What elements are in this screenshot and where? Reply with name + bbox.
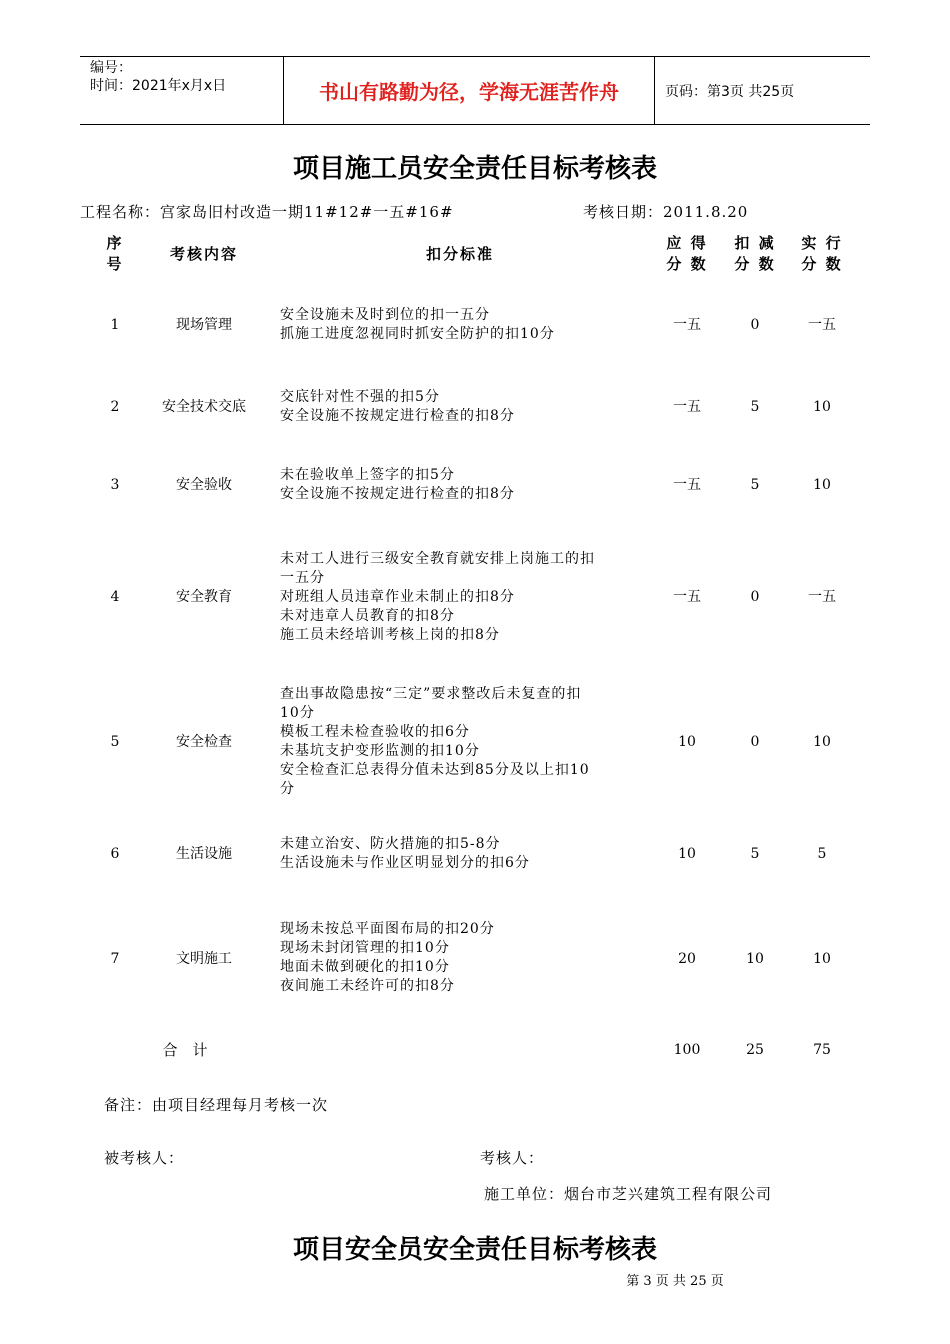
row-item: 生活设施 (176, 846, 232, 862)
row-should-score: 一五 (673, 589, 701, 605)
row-actual-score: 10 (813, 951, 831, 967)
total-actual-score: 75 (813, 1042, 831, 1058)
row-item: 文明施工 (176, 951, 232, 967)
row-actual-score: 10 (813, 399, 831, 415)
total-deduct-score: 25 (746, 1042, 764, 1058)
header-should-score: 应 得 分 数 (666, 234, 708, 273)
row-deduct-score: 0 (750, 317, 760, 333)
row-no: 3 (110, 477, 120, 493)
remark: 备注：由项目经理每月考核一次 (104, 1096, 329, 1114)
row-criteria: 未对工人进行三级安全教育就安排上岗施工的扣 一五分 对班组人员违章作业未制止的扣8分 未对违章人员教育的扣8分 施工员未经培训考核上岗的扣8分 (280, 551, 595, 643)
row-actual-score: 一五 (808, 317, 836, 333)
row-deduct-score: 10 (746, 951, 764, 967)
row-should-score: 10 (678, 734, 696, 750)
document-title: 项目施工员安全责任目标考核表 (292, 154, 657, 184)
row-criteria: 未建立治安、防火措施的扣5-8分 生活设施未与作业区明显划分的扣6分 (280, 836, 530, 871)
row-actual-score: 10 (813, 477, 831, 493)
row-item: 安全教育 (176, 589, 232, 605)
row-no: 2 (110, 399, 120, 415)
time-label: 时间：2021年x月x日 (90, 78, 227, 94)
next-table-title: 项目安全员安全责任目标考核表 (292, 1235, 657, 1265)
row-deduct-score: 5 (750, 846, 760, 862)
row-criteria: 查出事故隐患按“三定”要求整改后未复查的扣 10分 模板工程未检查验收的扣6分 未基坑支护变形监测的扣10分 安全检查汇总表得分值未达到85分及以上扣10 分 (280, 686, 590, 797)
row-deduct-score: 5 (750, 399, 760, 415)
number-label: 编号： (90, 60, 132, 76)
page-info: 页码：第3页 共25页 (665, 83, 795, 100)
row-actual-score: 一五 (808, 589, 836, 605)
row-should-score: 一五 (673, 477, 701, 493)
row-no: 5 (110, 734, 120, 750)
row-item: 安全技术交底 (162, 399, 246, 415)
row-criteria: 未在验收单上签字的扣5分 安全设施不按规定进行检查的扣8分 (280, 467, 515, 502)
header-item: 考核内容 (169, 245, 238, 263)
motto: 书山有路勤为径，学海无涯苦作舟 (283, 57, 655, 124)
total-should-score: 100 (673, 1042, 701, 1058)
company: 施工单位：烟台市芝兴建筑工程有限公司 (484, 1185, 773, 1203)
page-header (80, 56, 870, 125)
row-deduct-score: 0 (750, 734, 760, 750)
row-actual-score: 5 (817, 846, 827, 862)
project-name: 工程名称：宫家岛旧村改造一期11#12#一五#16# (80, 203, 454, 221)
row-deduct-score: 0 (750, 589, 760, 605)
total-label: 合 计 (162, 1041, 208, 1059)
row-should-score: 20 (678, 951, 696, 967)
row-no: 6 (110, 846, 120, 862)
row-criteria: 现场未按总平面图布局的扣20分 现场未封闭管理的扣10分 地面未做到硬化的扣10分 夜间施工未经许可的扣8分 (280, 921, 495, 994)
header-actual-score: 实 行 分 数 (801, 234, 843, 273)
row-item: 安全验收 (176, 477, 232, 493)
row-should-score: 一五 (673, 399, 701, 415)
row-deduct-score: 5 (750, 477, 760, 493)
row-item: 安全检查 (176, 734, 232, 750)
row-no: 7 (110, 951, 120, 967)
header-meta (90, 59, 226, 95)
row-criteria: 交底针对性不强的扣5分 安全设施不按规定进行检查的扣8分 (280, 389, 515, 424)
row-criteria: 安全设施未及时到位的扣一五分 抓施工进度忽视同时抓安全防护的扣10分 (280, 307, 555, 342)
row-actual-score: 10 (813, 734, 831, 750)
row-item: 现场管理 (176, 317, 232, 333)
assessment-date: 考核日期：2011.8.20 (583, 203, 749, 221)
row-should-score: 10 (678, 846, 696, 862)
header-no: 序 号 (106, 234, 124, 273)
row-no: 1 (110, 317, 120, 333)
header-criteria: 扣分标准 (425, 245, 494, 263)
header-deduct-score: 扣 减 分 数 (734, 234, 776, 273)
row-no: 4 (110, 589, 120, 605)
assessor-label: 考核人： (480, 1149, 545, 1167)
page-number: 第 3 页 共 25 页 (626, 1274, 724, 1289)
row-should-score: 一五 (673, 317, 701, 333)
assessee-label: 被考核人： (104, 1149, 185, 1167)
